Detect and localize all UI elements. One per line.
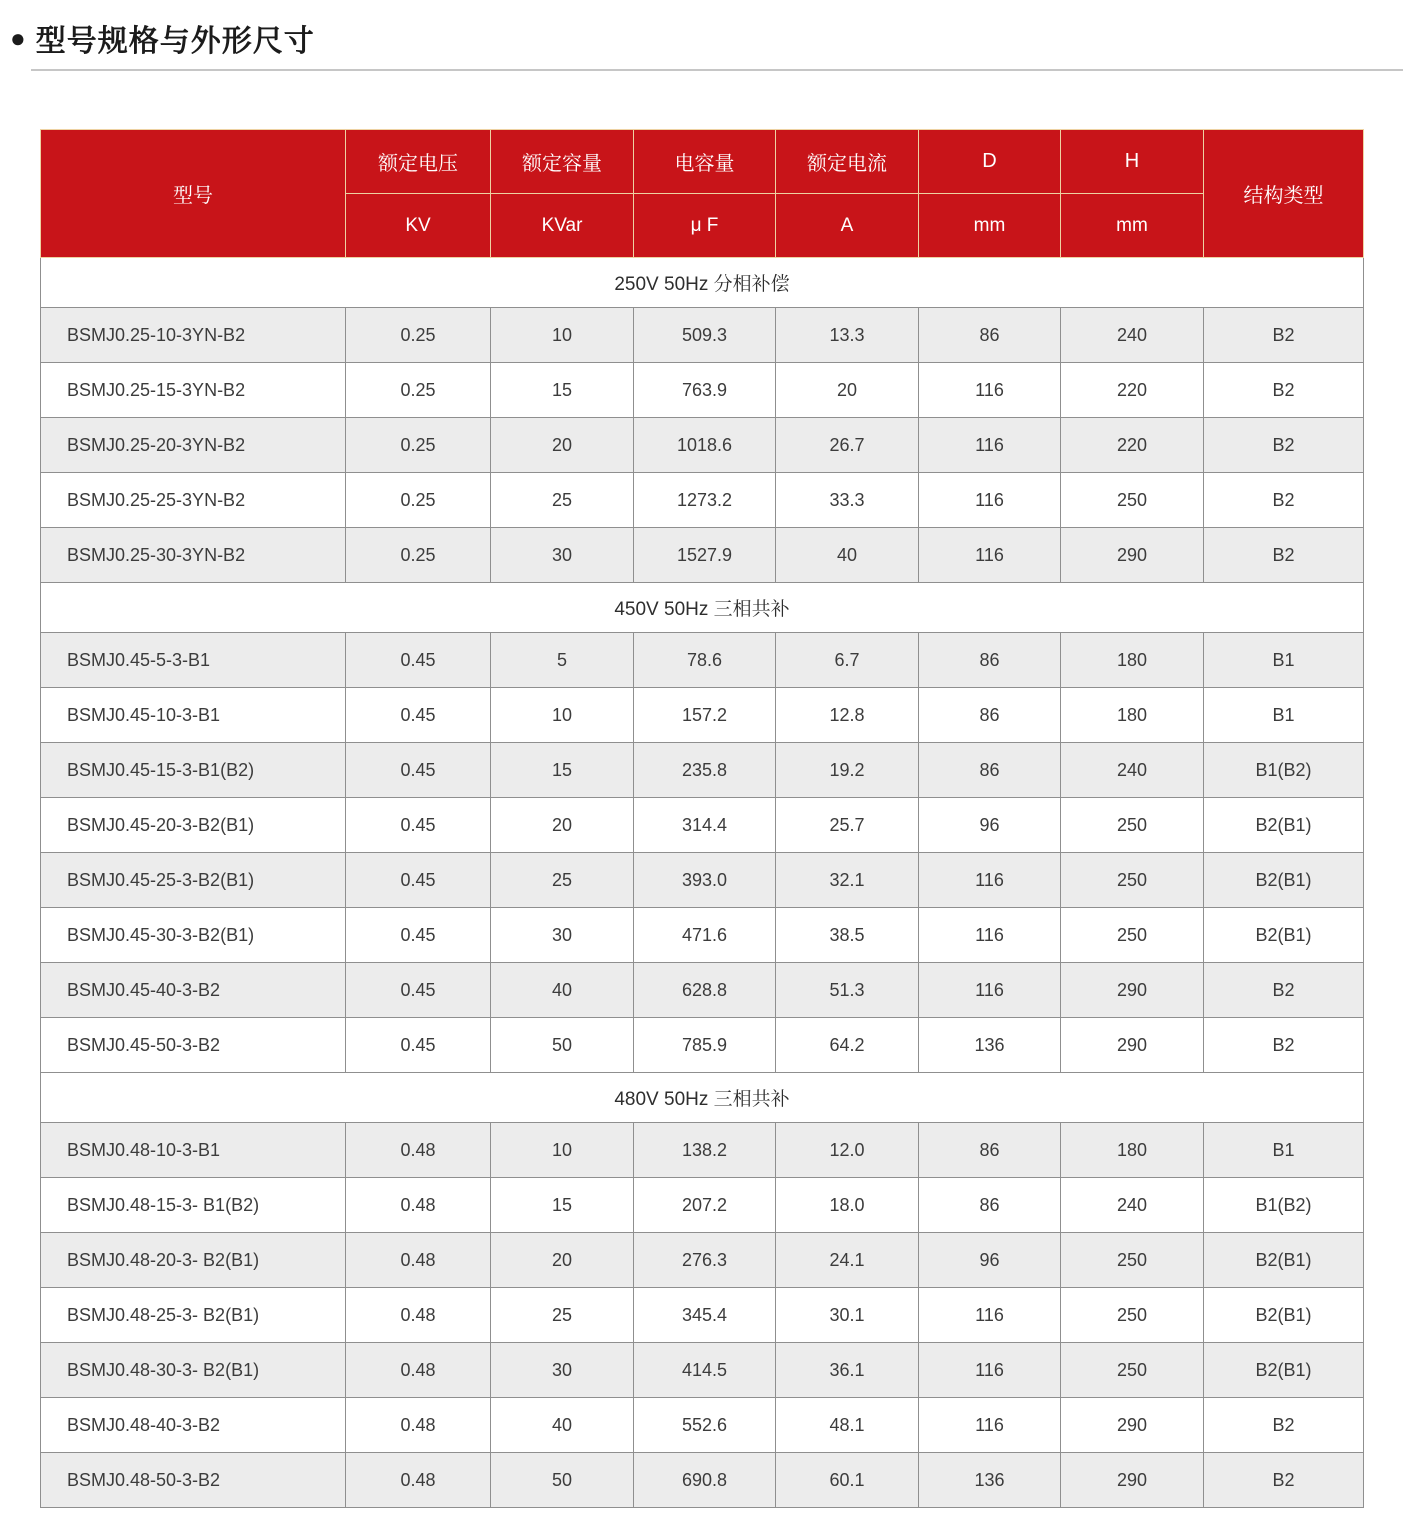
table-body — [41, 258, 1364, 1508]
table-header — [41, 130, 1364, 258]
value-cell: 180 — [1061, 1123, 1204, 1178]
page-title: 型号规格与外形尺寸 — [35, 25, 315, 58]
value-cell: 13.3 — [776, 308, 919, 363]
value-cell: 86 — [919, 308, 1061, 363]
model-cell: BSMJ0.25-10-3YN-B2 — [41, 308, 346, 363]
value-cell: B2 — [1204, 473, 1364, 528]
unit-uf: μ F — [634, 194, 776, 258]
value-cell: 116 — [919, 363, 1061, 418]
value-cell: B2 — [1204, 1018, 1364, 1073]
model-cell: BSMJ0.25-20-3YN-B2 — [41, 418, 346, 473]
model-cell: BSMJ0.25-30-3YN-B2 — [41, 528, 346, 583]
value-cell: 0.25 — [346, 418, 491, 473]
value-cell: 0.25 — [346, 308, 491, 363]
unit-mm-d: mm — [919, 194, 1061, 258]
table-row — [41, 1018, 1364, 1073]
value-cell: B1(B2) — [1204, 743, 1364, 798]
section-header-row — [41, 1073, 1364, 1123]
value-cell: 86 — [919, 688, 1061, 743]
value-cell: 290 — [1061, 1453, 1204, 1508]
value-cell: 290 — [1061, 1398, 1204, 1453]
value-cell: 0.45 — [346, 963, 491, 1018]
value-cell: 1018.6 — [634, 418, 776, 473]
header-diameter: D — [919, 130, 1061, 194]
value-cell: B2 — [1204, 528, 1364, 583]
value-cell: 0.25 — [346, 528, 491, 583]
value-cell: 20 — [776, 363, 919, 418]
value-cell: 0.25 — [346, 473, 491, 528]
model-cell: BSMJ0.25-15-3YN-B2 — [41, 363, 346, 418]
value-cell: 0.45 — [346, 1018, 491, 1073]
value-cell: 414.5 — [634, 1343, 776, 1398]
model-cell: BSMJ0.45-10-3-B1 — [41, 688, 346, 743]
value-cell: B2 — [1204, 418, 1364, 473]
value-cell: 12.8 — [776, 688, 919, 743]
table-row — [41, 798, 1364, 853]
title-divider — [31, 69, 1403, 71]
value-cell: 250 — [1061, 473, 1204, 528]
header-rated-voltage: 额定电压 — [346, 130, 491, 194]
value-cell: 10 — [491, 308, 634, 363]
value-cell: 552.6 — [634, 1398, 776, 1453]
value-cell: 19.2 — [776, 743, 919, 798]
value-cell: 0.48 — [346, 1123, 491, 1178]
value-cell: 0.48 — [346, 1453, 491, 1508]
value-cell: 51.3 — [776, 963, 919, 1018]
value-cell: 250 — [1061, 1343, 1204, 1398]
header-height: H — [1061, 130, 1204, 194]
value-cell: 0.45 — [346, 853, 491, 908]
table-row — [41, 688, 1364, 743]
spec-table — [40, 129, 1364, 1508]
value-cell: B2(B1) — [1204, 853, 1364, 908]
header-structure-type: 结构类型 — [1204, 130, 1364, 258]
value-cell: 15 — [491, 743, 634, 798]
value-cell: 250 — [1061, 1288, 1204, 1343]
value-cell: 220 — [1061, 418, 1204, 473]
value-cell: 40 — [491, 1398, 634, 1453]
value-cell: 20 — [491, 1233, 634, 1288]
table-row — [41, 743, 1364, 798]
value-cell: B2(B1) — [1204, 798, 1364, 853]
model-cell: BSMJ0.48-20-3- B2(B1) — [41, 1233, 346, 1288]
value-cell: B2(B1) — [1204, 1233, 1364, 1288]
value-cell: 116 — [919, 853, 1061, 908]
table-row — [41, 473, 1364, 528]
model-cell: BSMJ0.45-20-3-B2(B1) — [41, 798, 346, 853]
value-cell: 0.45 — [346, 743, 491, 798]
value-cell: 235.8 — [634, 743, 776, 798]
header-label-row — [41, 130, 1364, 194]
value-cell: 290 — [1061, 963, 1204, 1018]
table-row — [41, 1398, 1364, 1453]
value-cell: 763.9 — [634, 363, 776, 418]
value-cell: 250 — [1061, 798, 1204, 853]
table-row — [41, 1453, 1364, 1508]
value-cell: 250 — [1061, 908, 1204, 963]
value-cell: 50 — [491, 1453, 634, 1508]
value-cell: 220 — [1061, 363, 1204, 418]
value-cell: 116 — [919, 963, 1061, 1018]
value-cell: 30.1 — [776, 1288, 919, 1343]
value-cell: 180 — [1061, 633, 1204, 688]
value-cell: B2 — [1204, 963, 1364, 1018]
header-rated-current: 额定电流 — [776, 130, 919, 194]
value-cell: 1273.2 — [634, 473, 776, 528]
table-row — [41, 1343, 1364, 1398]
table-row — [41, 528, 1364, 583]
value-cell: 15 — [491, 363, 634, 418]
value-cell: 0.45 — [346, 798, 491, 853]
value-cell: 60.1 — [776, 1453, 919, 1508]
value-cell: 0.48 — [346, 1343, 491, 1398]
value-cell: 116 — [919, 1343, 1061, 1398]
table-row — [41, 1288, 1364, 1343]
unit-kvar: KVar — [491, 194, 634, 258]
table-row — [41, 363, 1364, 418]
value-cell: 25 — [491, 1288, 634, 1343]
value-cell: 86 — [919, 633, 1061, 688]
value-cell: 20 — [491, 798, 634, 853]
value-cell: 0.45 — [346, 633, 491, 688]
value-cell: 25 — [491, 473, 634, 528]
value-cell: 116 — [919, 528, 1061, 583]
value-cell: 157.2 — [634, 688, 776, 743]
value-cell: 136 — [919, 1453, 1061, 1508]
value-cell: 0.45 — [346, 908, 491, 963]
value-cell: 138.2 — [634, 1123, 776, 1178]
table-row — [41, 1233, 1364, 1288]
value-cell: 290 — [1061, 1018, 1204, 1073]
model-cell: BSMJ0.45-30-3-B2(B1) — [41, 908, 346, 963]
value-cell: 78.6 — [634, 633, 776, 688]
model-cell: BSMJ0.48-25-3- B2(B1) — [41, 1288, 346, 1343]
unit-a: A — [776, 194, 919, 258]
value-cell: 15 — [491, 1178, 634, 1233]
section-header-row — [41, 258, 1364, 308]
value-cell: 50 — [491, 1018, 634, 1073]
model-cell: BSMJ0.45-25-3-B2(B1) — [41, 853, 346, 908]
value-cell: 86 — [919, 743, 1061, 798]
value-cell: 96 — [919, 1233, 1061, 1288]
value-cell: 116 — [919, 473, 1061, 528]
value-cell: 64.2 — [776, 1018, 919, 1073]
value-cell: B2(B1) — [1204, 1288, 1364, 1343]
value-cell: B1(B2) — [1204, 1178, 1364, 1233]
value-cell: 18.0 — [776, 1178, 919, 1233]
value-cell: 10 — [491, 1123, 634, 1178]
value-cell: 25.7 — [776, 798, 919, 853]
value-cell: 10 — [491, 688, 634, 743]
value-cell: 40 — [776, 528, 919, 583]
value-cell: 86 — [919, 1178, 1061, 1233]
value-cell: 116 — [919, 908, 1061, 963]
table-row — [41, 908, 1364, 963]
value-cell: 6.7 — [776, 633, 919, 688]
model-cell: BSMJ0.45-15-3-B1(B2) — [41, 743, 346, 798]
value-cell: 240 — [1061, 1178, 1204, 1233]
model-cell: BSMJ0.48-15-3- B1(B2) — [41, 1178, 346, 1233]
value-cell: 240 — [1061, 743, 1204, 798]
value-cell: 36.1 — [776, 1343, 919, 1398]
value-cell: 136 — [919, 1018, 1061, 1073]
value-cell: 1527.9 — [634, 528, 776, 583]
table-row — [41, 308, 1364, 363]
value-cell: 690.8 — [634, 1453, 776, 1508]
value-cell: 471.6 — [634, 908, 776, 963]
value-cell: 30 — [491, 1343, 634, 1398]
value-cell: 20 — [491, 418, 634, 473]
table-row — [41, 1123, 1364, 1178]
value-cell: 30 — [491, 908, 634, 963]
value-cell: B2(B1) — [1204, 1343, 1364, 1398]
value-cell: 180 — [1061, 688, 1204, 743]
value-cell: 96 — [919, 798, 1061, 853]
header-rated-capacity: 额定容量 — [491, 130, 634, 194]
value-cell: B1 — [1204, 1123, 1364, 1178]
value-cell: 116 — [919, 1288, 1061, 1343]
value-cell: 25 — [491, 853, 634, 908]
value-cell: 290 — [1061, 528, 1204, 583]
section-header-row — [41, 583, 1364, 633]
value-cell: 12.0 — [776, 1123, 919, 1178]
model-cell: BSMJ0.48-30-3- B2(B1) — [41, 1343, 346, 1398]
value-cell: 0.48 — [346, 1288, 491, 1343]
section-title: 480V 50Hz 三相共补 — [41, 1073, 1364, 1123]
value-cell: 40 — [491, 963, 634, 1018]
value-cell: B2(B1) — [1204, 908, 1364, 963]
value-cell: 116 — [919, 1398, 1061, 1453]
value-cell: 276.3 — [634, 1233, 776, 1288]
value-cell: 250 — [1061, 1233, 1204, 1288]
value-cell: 116 — [919, 418, 1061, 473]
value-cell: 0.45 — [346, 688, 491, 743]
unit-kv: KV — [346, 194, 491, 258]
unit-mm-h: mm — [1061, 194, 1204, 258]
value-cell: B1 — [1204, 633, 1364, 688]
model-cell: BSMJ0.48-10-3-B1 — [41, 1123, 346, 1178]
value-cell: 0.48 — [346, 1398, 491, 1453]
value-cell: 207.2 — [634, 1178, 776, 1233]
value-cell: B2 — [1204, 1398, 1364, 1453]
value-cell: 86 — [919, 1123, 1061, 1178]
value-cell: 785.9 — [634, 1018, 776, 1073]
value-cell: 240 — [1061, 308, 1204, 363]
value-cell: 26.7 — [776, 418, 919, 473]
value-cell: 0.48 — [346, 1178, 491, 1233]
model-cell: BSMJ0.25-25-3YN-B2 — [41, 473, 346, 528]
value-cell: 30 — [491, 528, 634, 583]
section-title: 250V 50Hz 分相补偿 — [41, 258, 1364, 308]
table-row — [41, 1178, 1364, 1233]
value-cell: 393.0 — [634, 853, 776, 908]
value-cell: B2 — [1204, 1453, 1364, 1508]
value-cell: 38.5 — [776, 908, 919, 963]
value-cell: 509.3 — [634, 308, 776, 363]
bullet-icon: ● — [10, 23, 26, 53]
value-cell: B2 — [1204, 363, 1364, 418]
model-cell: BSMJ0.45-40-3-B2 — [41, 963, 346, 1018]
table-row — [41, 853, 1364, 908]
value-cell: 314.4 — [634, 798, 776, 853]
value-cell: 32.1 — [776, 853, 919, 908]
value-cell: 628.8 — [634, 963, 776, 1018]
value-cell: 0.25 — [346, 363, 491, 418]
value-cell: 48.1 — [776, 1398, 919, 1453]
value-cell: B2 — [1204, 308, 1364, 363]
value-cell: B1 — [1204, 688, 1364, 743]
table-row — [41, 633, 1364, 688]
value-cell: 24.1 — [776, 1233, 919, 1288]
header-capacitance: 电容量 — [634, 130, 776, 194]
header-model: 型号 — [41, 130, 346, 258]
section-title: 450V 50Hz 三相共补 — [41, 583, 1364, 633]
table-row — [41, 418, 1364, 473]
value-cell: 5 — [491, 633, 634, 688]
value-cell: 345.4 — [634, 1288, 776, 1343]
model-cell: BSMJ0.48-50-3-B2 — [41, 1453, 346, 1508]
model-cell: BSMJ0.45-5-3-B1 — [41, 633, 346, 688]
model-cell: BSMJ0.48-40-3-B2 — [41, 1398, 346, 1453]
model-cell: BSMJ0.45-50-3-B2 — [41, 1018, 346, 1073]
table-row — [41, 963, 1364, 1018]
section-heading — [0, 0, 1405, 60]
value-cell: 0.48 — [346, 1233, 491, 1288]
value-cell: 250 — [1061, 853, 1204, 908]
value-cell: 33.3 — [776, 473, 919, 528]
